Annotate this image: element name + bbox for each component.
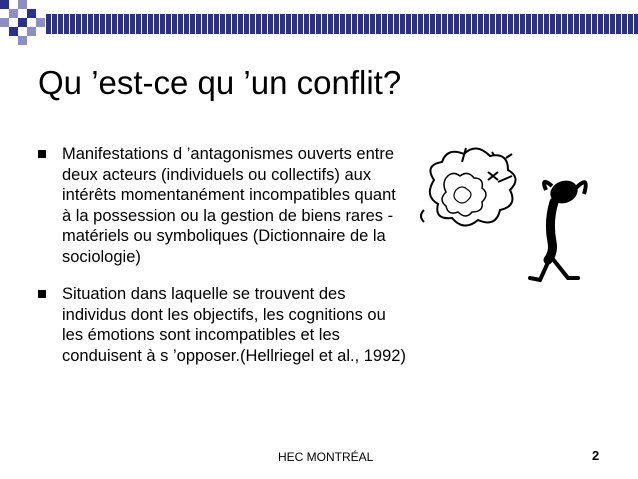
footer-institution: HEC MONTRÉAL <box>278 450 374 464</box>
bullet-list <box>36 144 408 366</box>
square-bullet-icon <box>38 290 46 298</box>
header-bar <box>46 14 638 34</box>
bullet-text: Situation dans laquelle se trouvent des individus dont les objectifs, les cognitions ou les émotions sont incompatibles et les conduisent à s ’opposer.(Hellriegel et al., 1992) <box>62 285 406 365</box>
bullet-text: Manifestations d ’antagonismes ouverts entre deux acteurs (individuels ou collectifs) aux intérêts momentanément incompatibles quant à la possession ou la gestion de biens rares - matériels ou symboliques (Dictionnaire de la sociologie) <box>62 145 396 266</box>
page-number: 2 <box>592 448 600 463</box>
bullet-item <box>36 284 408 366</box>
square-bullet-icon <box>38 150 46 158</box>
bullet-item <box>36 144 408 267</box>
angry-person-illustration <box>404 140 604 290</box>
slide-title: Qu ’est-ce qu ’un conflit? <box>38 64 402 101</box>
